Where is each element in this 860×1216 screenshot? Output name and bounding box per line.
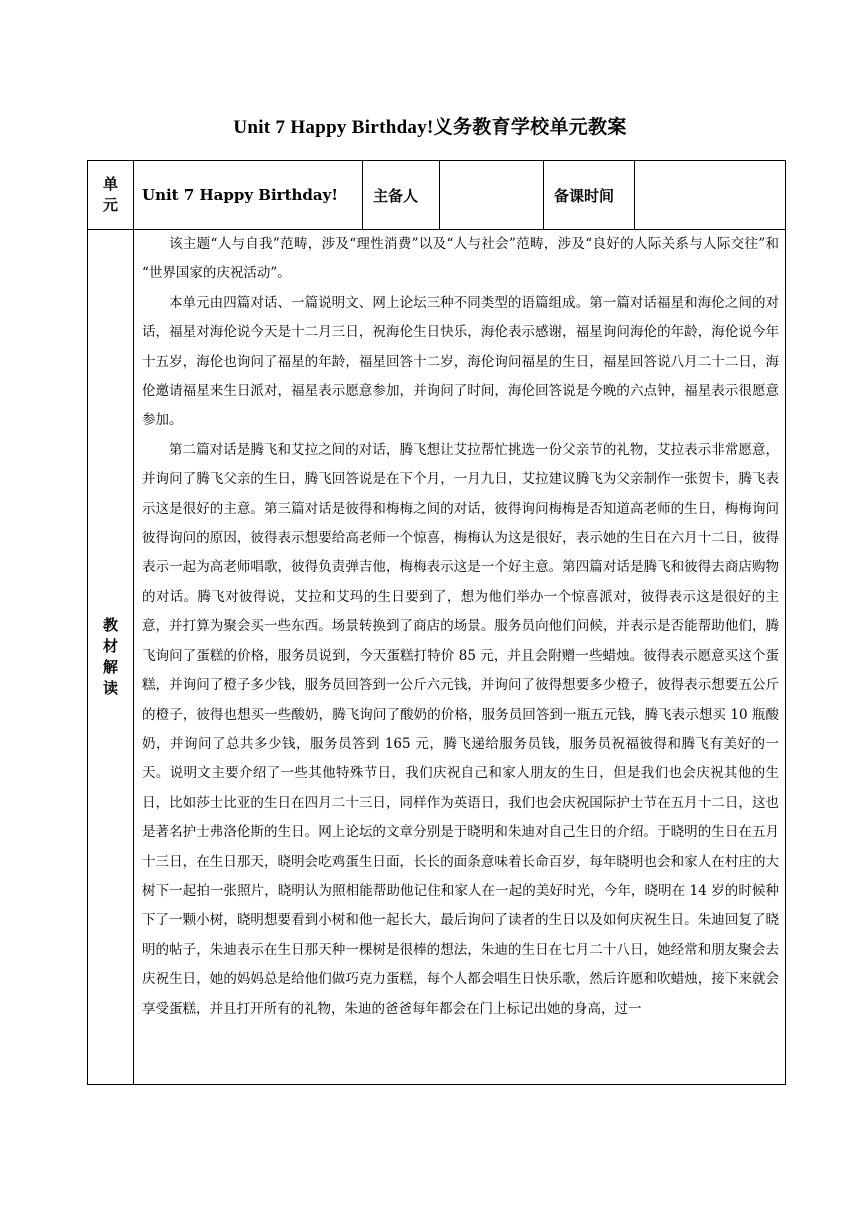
unit-label-char: 元 bbox=[102, 196, 118, 214]
unit-name: Unit 7 Happy Birthday! bbox=[134, 161, 363, 230]
preparer-label: 主备人 bbox=[363, 161, 440, 230]
paragraph: 本单元由四篇对话、一篇说明文、网上论坛三种不同类型的语篇组成。第一篇对话福星和海伦之间的对话，福星对海伦说今天是十二月三日，祝海伦生日快乐，海伦表示感谢，福星询问海伦的年龄，海伦说今年十五岁，海伦也询问了福星的年龄，福星回答十二岁，海伦询问福星的生日，福星回答说八月二十二日，海伦邀请福星来生日派对，福星表示愿意参加，并询问了时间，海伦回答说是今晚的六点钟，福星表示很愿意参加。 bbox=[142, 294, 779, 429]
section-label-char: 教 bbox=[102, 616, 118, 634]
section-label-char: 解 bbox=[102, 658, 118, 676]
page-title: Unit 7 Happy Birthday!义务教育学校单元教案 bbox=[233, 117, 627, 138]
textbook-analysis-label-cell bbox=[88, 230, 134, 1085]
header-row bbox=[88, 161, 786, 230]
paragraph: 该主题“人与自我”范畴，涉及“理性消费”以及“人与社会”范畴，涉及“良好的人际关系与人际交往”和 “世界国家的庆祝活动”。 bbox=[142, 236, 779, 282]
textbook-analysis-label bbox=[88, 615, 133, 699]
textbook-analysis-row bbox=[88, 230, 786, 1085]
textbook-analysis-content bbox=[134, 230, 786, 1085]
preparer-value[interactable] bbox=[440, 161, 544, 230]
lesson-plan-table bbox=[87, 160, 786, 1085]
prep-time-label: 备课时间 bbox=[544, 161, 635, 230]
section-label-char: 材 bbox=[102, 637, 118, 655]
unit-label-char: 单 bbox=[102, 175, 118, 193]
section-label-char: 读 bbox=[102, 679, 118, 697]
unit-label-cell bbox=[88, 161, 134, 230]
unit-label bbox=[88, 174, 133, 216]
prep-time-value[interactable] bbox=[635, 161, 786, 230]
paragraph: 第二篇对话是腾飞和艾拉之间的对话，腾飞想让艾拉帮忙挑选一份父亲节的礼物，艾拉表示非常愿意，并询问了腾飞父亲的生日，腾飞回答说是在下个月，一月九日，艾拉建议腾飞为父亲制作一张贺卡，腾飞表示这是很好的主意。第三篇对话是彼得和梅梅之间的对话，彼得询问梅梅是否知道高老师的生日，梅梅询问彼得询问的原因，彼得表示想要给高老师一个惊喜，梅梅认为这是很好，表示她的生日在六月十二日，彼得表示一起为高老师唱歌，彼得负责弹吉他，梅梅表示这是一个好主意。第四篇对话是腾飞和彼得去商店购物的对话。腾飞对彼得说，艾拉和艾玛的生日要到了，想为他们举办一个惊喜派对，彼得表示这是很好的主意，并打算为聚会买一些东西。场景转换到了商店的场景。服务员向他们问候，并表示是否能帮助他们，腾飞询问了蛋糕的价格，服务员说到，今天蛋糕打特价 85 元，并且会附赠一些蜡烛。彼得表示愿意买这个蛋糕，并询问了橙子多少钱，服务员回答到一公斤六元钱，并询问了彼得想要多少橙子，彼得表示想要五公斤的橙子，彼得也想买一些酸奶，腾飞询问了酸奶的价格，服务员回答到一瓶五元钱，腾飞表示想买 10 瓶酸奶，并询问了总共多少钱，服务员答到 165 元，腾飞递给服务员钱，服务员祝福彼得和腾飞有美好的一天。说明文主要介绍了一些其他特殊节日，我们庆祝自己和家人朋友的生日，但是我们也会庆祝其他的生日，比如莎士比亚的生日在四月二十三日，同样作为英语日，我们也会庆祝国际护士节在五月十二日，这也是著名护士弗洛伦斯的生日。网上论坛的文章分别是于晓明和朱迪对自己生日的介绍。于晓明的生日在五月十三日，在生日那天，晓明会吃鸡蛋生日面，长长的面条意味着长命百岁，每年晓明也会和家人在村庄的大树下一起拍一张照片，晓明认为照相能帮助他记住和家人在一起的美好时光，今年，晓明在 14 岁的时候种下了一颗小树，晓明想要看到小树和他一起长大，最后询问了读者的生日以及如何庆祝生日。朱迪回复了晓明的帖子，朱迪表示在生日那天种一棵树是很棒的想法，朱迪的生日在七月二十八日，她经常和朋友聚会去庆祝生日，她的妈妈总是给他们做巧克力蛋糕，每个人都会唱生日快乐歌，然后许愿和吹蜡烛，接下来就会享受蛋糕，并且打开所有的礼物，朱迪的爸爸每年都会在门上标记出她的身高，过一 bbox=[142, 441, 779, 1017]
